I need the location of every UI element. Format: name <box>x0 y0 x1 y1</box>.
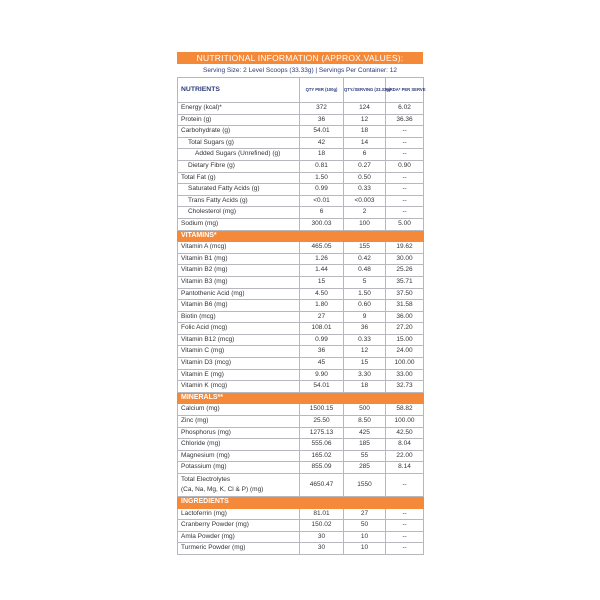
value-per-100g: 108.01 <box>300 323 344 335</box>
nutrient-name: Amla Powder (mg) <box>178 531 300 543</box>
value-per-serving: 0.50 <box>344 172 386 184</box>
value-per-100g: <0.01 <box>300 195 344 207</box>
value-per-100g: 36 <box>300 114 344 126</box>
value-per-100g: 9.90 <box>300 369 344 381</box>
value-per-serving: 18 <box>344 381 386 393</box>
value-per-serving: 185 <box>344 439 386 451</box>
value-rda: -- <box>386 207 424 219</box>
nutrient-name: Dietary Fibre (g) <box>178 160 300 172</box>
nutrient-name: Chloride (mg) <box>178 439 300 451</box>
nutrient-name: Sodium (mg) <box>178 218 300 230</box>
nutrient-name: Total Sugars (g) <box>178 137 300 149</box>
table-row <box>178 126 424 138</box>
value-rda: -- <box>386 184 424 196</box>
value-rda: 31.58 <box>386 300 424 312</box>
vitamins-section <box>178 230 424 242</box>
value-rda: -- <box>386 531 424 543</box>
value-per-serving: 12 <box>344 346 386 358</box>
table-row <box>178 311 424 323</box>
value-per-100g: 1275.13 <box>300 427 344 439</box>
value-per-100g: 1.26 <box>300 253 344 265</box>
value-per-serving: 1.50 <box>344 288 386 300</box>
electrolytes-line2: (Ca, Na, Mg, K, Cl & P) (mg) <box>181 486 264 493</box>
value-rda: -- <box>386 543 424 555</box>
value-rda: 22.00 <box>386 450 424 462</box>
table-row <box>178 508 424 520</box>
value-per-100g: 45 <box>300 358 344 370</box>
value-rda: -- <box>386 508 424 520</box>
value-per-serving: 285 <box>344 462 386 474</box>
nutrition-table <box>177 77 424 555</box>
table-row <box>178 207 424 219</box>
value-per-100g: 555.06 <box>300 439 344 451</box>
value-per-serving: 425 <box>344 427 386 439</box>
value-rda: 37.50 <box>386 288 424 300</box>
value-per-100g: 0.99 <box>300 334 344 346</box>
table-row <box>178 346 424 358</box>
table-row <box>178 323 424 335</box>
nutrient-name: Lactoferrin (mg) <box>178 508 300 520</box>
value-rda: 6.02 <box>386 103 424 115</box>
value-per-serving: 0.42 <box>344 253 386 265</box>
table-row <box>178 427 424 439</box>
nutrition-label <box>177 52 426 555</box>
value-per-100g: 30 <box>300 543 344 555</box>
value-per-100g: 6 <box>300 207 344 219</box>
nutrient-name: Magnesium (mg) <box>178 450 300 462</box>
value-per-100g: 0.81 <box>300 160 344 172</box>
value-rda: 30.00 <box>386 253 424 265</box>
nutrient-name: Vitamin K (mcg) <box>178 381 300 393</box>
nutrient-name: Total Fat (g) <box>178 172 300 184</box>
value-per-serving: 100 <box>344 218 386 230</box>
value-per-serving: 10 <box>344 531 386 543</box>
value-per-serving: 8.50 <box>344 416 386 428</box>
value-rda: 19.62 <box>386 242 424 254</box>
value-per-serving: 2 <box>344 207 386 219</box>
table-row <box>178 160 424 172</box>
value-rda: 15.00 <box>386 334 424 346</box>
value-per-100g: 165.02 <box>300 450 344 462</box>
value-per-100g: 855.09 <box>300 462 344 474</box>
value-per-100g: 54.01 <box>300 381 344 393</box>
value-per-serving: 0.48 <box>344 265 386 277</box>
nutrient-name: Phosphorus (mg) <box>178 427 300 439</box>
value-per-serving: 12 <box>344 114 386 126</box>
table-row <box>178 450 424 462</box>
value-rda: 8.14 <box>386 462 424 474</box>
value-per-serving: 0.27 <box>344 160 386 172</box>
value-rda: -- <box>386 195 424 207</box>
value-rda: 27.20 <box>386 323 424 335</box>
value-rda: -- <box>386 474 424 497</box>
nutrient-name: Turmeric Powder (mg) <box>178 543 300 555</box>
nutrient-name: Protein (g) <box>178 114 300 126</box>
column-header-per-serving: QTY./SERVING (33.33g) <box>344 78 386 103</box>
value-rda: 8.04 <box>386 439 424 451</box>
table-row <box>178 137 424 149</box>
ingredients-section <box>178 497 424 509</box>
value-per-serving: 18 <box>344 126 386 138</box>
value-per-100g: 1.80 <box>300 300 344 312</box>
table-row <box>178 358 424 370</box>
value-per-serving: 27 <box>344 508 386 520</box>
value-per-100g: 372 <box>300 103 344 115</box>
serving-info: Serving Size: 2 Level Scoops (33.33g) | Servings Per Container: 12 <box>203 67 397 74</box>
value-rda: 42.50 <box>386 427 424 439</box>
table-row <box>178 543 424 555</box>
table-row <box>178 184 424 196</box>
value-per-serving: 36 <box>344 323 386 335</box>
value-rda: 58.82 <box>386 404 424 416</box>
value-per-serving: 15 <box>344 358 386 370</box>
value-rda: 100.00 <box>386 358 424 370</box>
column-header-rda: %RDA* PER SERVE <box>386 78 424 103</box>
value-rda: 36.36 <box>386 114 424 126</box>
value-per-100g: 15 <box>300 276 344 288</box>
nutrient-name: Folic Acid (mcg) <box>178 323 300 335</box>
nutrient-name: Biotin (mcg) <box>178 311 300 323</box>
value-per-100g: 42 <box>300 137 344 149</box>
table-row <box>178 531 424 543</box>
nutrient-name: Vitamin B1 (mg) <box>178 253 300 265</box>
table-row <box>178 103 424 115</box>
nutrient-name: Vitamin B12 (mcg) <box>178 334 300 346</box>
value-per-100g: 18 <box>300 149 344 161</box>
table-row <box>178 288 424 300</box>
vitamins-section-title: VITAMINS* <box>178 230 424 242</box>
nutrient-name: Potassium (mg) <box>178 462 300 474</box>
value-per-100g: 36 <box>300 346 344 358</box>
nutrient-name: Added Sugars (Unrefined) (g) <box>178 149 300 161</box>
table-row <box>178 462 424 474</box>
table-row <box>178 149 424 161</box>
nutrient-name: Vitamin D3 (mcg) <box>178 358 300 370</box>
value-per-100g: 25.50 <box>300 416 344 428</box>
table-row <box>178 218 424 230</box>
value-rda: -- <box>386 172 424 184</box>
nutrient-name: Vitamin A (mcg) <box>178 242 300 254</box>
nutrient-name: Cranberry Powder (mg) <box>178 520 300 532</box>
nutrient-name: Zinc (mg) <box>178 416 300 428</box>
table-row <box>178 253 424 265</box>
table-row <box>178 439 424 451</box>
value-per-100g: 465.05 <box>300 242 344 254</box>
nutrient-name: Carbohydrate (g) <box>178 126 300 138</box>
value-per-serving: 0.60 <box>344 300 386 312</box>
nutrient-name: Saturated Fatty Acids (g) <box>178 184 300 196</box>
nutrient-name: Vitamin B6 (mg) <box>178 300 300 312</box>
value-rda: 0.90 <box>386 160 424 172</box>
nutrient-name: Calcium (mg) <box>178 404 300 416</box>
value-per-100g: 4650.47 <box>300 474 344 497</box>
nutrient-name <box>178 474 300 497</box>
table-row <box>178 242 424 254</box>
column-header-nutrient: NUTRIENTS <box>178 78 300 103</box>
table-row <box>178 276 424 288</box>
column-header-per100: QTY PER (100g) <box>300 78 344 103</box>
value-rda: 32.73 <box>386 381 424 393</box>
table-row <box>178 416 424 428</box>
value-per-serving: 9 <box>344 311 386 323</box>
value-rda: 100.00 <box>386 416 424 428</box>
column-header-row <box>178 78 424 103</box>
minerals-section-title: MINERALS** <box>178 392 424 404</box>
nutrient-name: Vitamin C (mg) <box>178 346 300 358</box>
value-rda: 25.26 <box>386 265 424 277</box>
nutrition-table-body <box>178 78 424 555</box>
table-row <box>178 369 424 381</box>
value-rda: 35.71 <box>386 276 424 288</box>
value-rda: 24.00 <box>386 346 424 358</box>
value-per-serving: 124 <box>344 103 386 115</box>
electrolytes-line1: Total Electrolytes <box>181 476 231 483</box>
value-rda: 33.00 <box>386 369 424 381</box>
value-per-100g: 30 <box>300 531 344 543</box>
value-per-serving: 0.33 <box>344 184 386 196</box>
value-per-100g: 4.50 <box>300 288 344 300</box>
table-row <box>178 381 424 393</box>
value-per-100g: 0.99 <box>300 184 344 196</box>
value-rda: -- <box>386 126 424 138</box>
value-per-100g: 150.02 <box>300 520 344 532</box>
value-per-serving: 155 <box>344 242 386 254</box>
value-per-100g: 81.01 <box>300 508 344 520</box>
value-rda: 36.00 <box>386 311 424 323</box>
value-per-serving: 500 <box>344 404 386 416</box>
table-row <box>178 265 424 277</box>
ingredients-section-title: INGREDIENTS <box>178 497 424 509</box>
value-per-100g: 300.03 <box>300 218 344 230</box>
value-rda: -- <box>386 149 424 161</box>
value-per-serving: 10 <box>344 543 386 555</box>
value-per-100g: 27 <box>300 311 344 323</box>
table-row <box>178 334 424 346</box>
nutrient-name: Trans Fatty Acids (g) <box>178 195 300 207</box>
table-row <box>178 195 424 207</box>
table-row <box>178 300 424 312</box>
value-per-serving: 50 <box>344 520 386 532</box>
nutrient-name: Vitamin B3 (mg) <box>178 276 300 288</box>
value-per-100g: 1.44 <box>300 265 344 277</box>
nutrient-name: Energy (kcal)* <box>178 103 300 115</box>
value-per-100g: 1500.15 <box>300 404 344 416</box>
table-row <box>178 404 424 416</box>
value-per-100g: 54.01 <box>300 126 344 138</box>
table-row <box>178 520 424 532</box>
value-per-serving: 3.30 <box>344 369 386 381</box>
table-row <box>178 114 424 126</box>
value-rda: -- <box>386 520 424 532</box>
value-per-serving: 55 <box>344 450 386 462</box>
label-title: NUTRITIONAL INFORMATION (APPROX.VALUES): <box>177 52 423 64</box>
value-per-serving: 14 <box>344 137 386 149</box>
nutrient-name: Vitamin E (mg) <box>178 369 300 381</box>
nutrient-name: Cholesterol (mg) <box>178 207 300 219</box>
minerals-section <box>178 392 424 404</box>
nutrient-name: Vitamin B2 (mg) <box>178 265 300 277</box>
table-row-electrolytes <box>178 474 424 497</box>
value-per-serving: 6 <box>344 149 386 161</box>
value-rda: -- <box>386 137 424 149</box>
value-per-100g: 1.50 <box>300 172 344 184</box>
value-per-serving: 0.33 <box>344 334 386 346</box>
value-per-serving: 5 <box>344 276 386 288</box>
table-row <box>178 172 424 184</box>
value-per-serving: <0.003 <box>344 195 386 207</box>
value-per-serving: 1550 <box>344 474 386 497</box>
nutrient-name: Pantothenic Acid (mg) <box>178 288 300 300</box>
value-rda: 5.00 <box>386 218 424 230</box>
